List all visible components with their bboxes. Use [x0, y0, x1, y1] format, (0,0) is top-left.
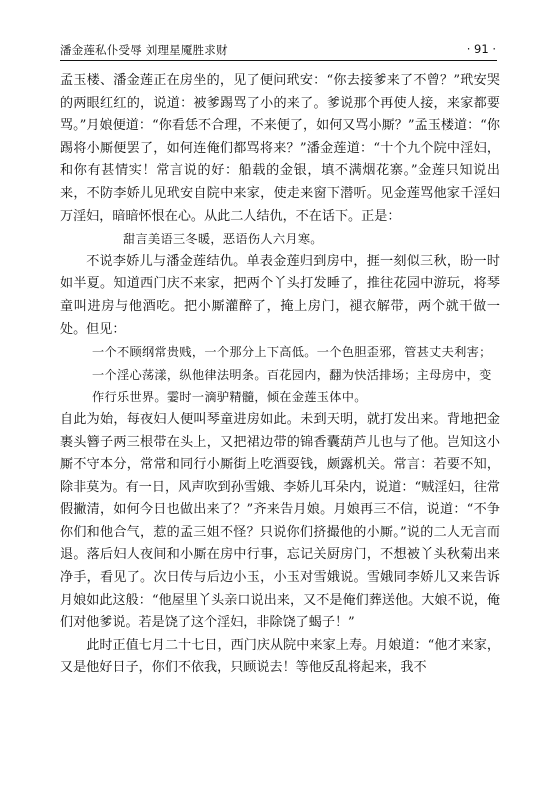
page-body	[60, 70, 500, 680]
chapter-title: 潘金莲私仆受辱 刘理星魇胜求财	[60, 43, 228, 57]
paragraph-2: 不说李娇儿与潘金莲结仇。单表金莲归到房中，捱一刻似三秋，盼一时如半夏。知道西门庆不来家，把两个丫头打发睡了，推往花园中游玩，将琴童叫进房与他酒吃。把小厮灌醉了，掩上房门，褪衣解带，两个就干做一处。但见：	[60, 253, 500, 337]
paragraph-1: 孟玉楼、潘金莲正在房坐的，见了便问玳安：“你去接爹来了不曾？”玳安哭的两眼红红的，说道：被爹踢骂了小的来了。爹说那个再使人接，来家都要骂。”月娘便道：“你看恁不合理，不来便了，如何又骂小厮？”孟玉楼道：“你踢将小厮便罢了，如何连俺们都骂将来？”潘金莲道：“十个九个院中淫妇，和你有甚情实！常言说的好：船载的金银，填不满烟花寨。”金莲只知说出来，不防李娇儿见玳安自院中来家，使走来窗下潜听。见金莲骂他家千淫妇万淫妇，暗暗怀恨在心。从此二人结仇，不在话下。正是：	[60, 73, 500, 224]
paragraph-3: 自此为始，每夜妇人便叫琴童进房如此。未到天明，就打发出来。背地把金裹头簪子两三根带在头上，又把裙边带的锦香囊葫芦儿也与了他。岂知这小厮不守本分，常常和同行小厮街上吃酒耍钱，颇露机关。常言：若要不知，除非莫为。有一日，风声吹到孙雪娥、李娇儿耳朵内，说道：“贼淫妇，往常假撇清，如何今日也做出来了？”齐来告月娘。月娘再三不信，说道：“不争你们和他合气，惹的孟三姐不怪？只说你们挤撮他的小厮。”说的二人无言而退。落后妇人夜间和小厮在房中行事，忘记关厨房门，不想被丫头秋菊出来净手，看见了。次日传与后边小玉，小玉对雪娥说。雪娥同李娇儿又来告诉月娘如此这般：“他屋里丫头亲口说出来，又不是俺们葬送他。大娘不说，俺们对他爹说。若是饶了这个淫妇，非除饶了蝎子！”	[60, 411, 500, 631]
poem-line: 甜言美语三冬暖，恶语伤人六月寒。	[123, 232, 323, 247]
paragraph-4: 此时正值七月二十七日，西门庆从院中来家上寿。月娘道：“他才来家，又是他好日子，你们不依我，只顾说去！等他反乱将起来，我不	[60, 637, 500, 676]
header-rule	[60, 60, 497, 61]
running-header	[60, 40, 496, 58]
page-number: · 91 ·	[466, 42, 496, 56]
verse-passage: 一个不顾纲常贵贱，一个那分上下高低。一个色胆歪邪，管甚丈夫利害；一个淫心荡漾，纵他律法明条。百花园内，翻为快活排场；主母房中，变作行乐世界。霎时一滴驴精髓，倾在金莲玉体中。	[92, 345, 492, 405]
